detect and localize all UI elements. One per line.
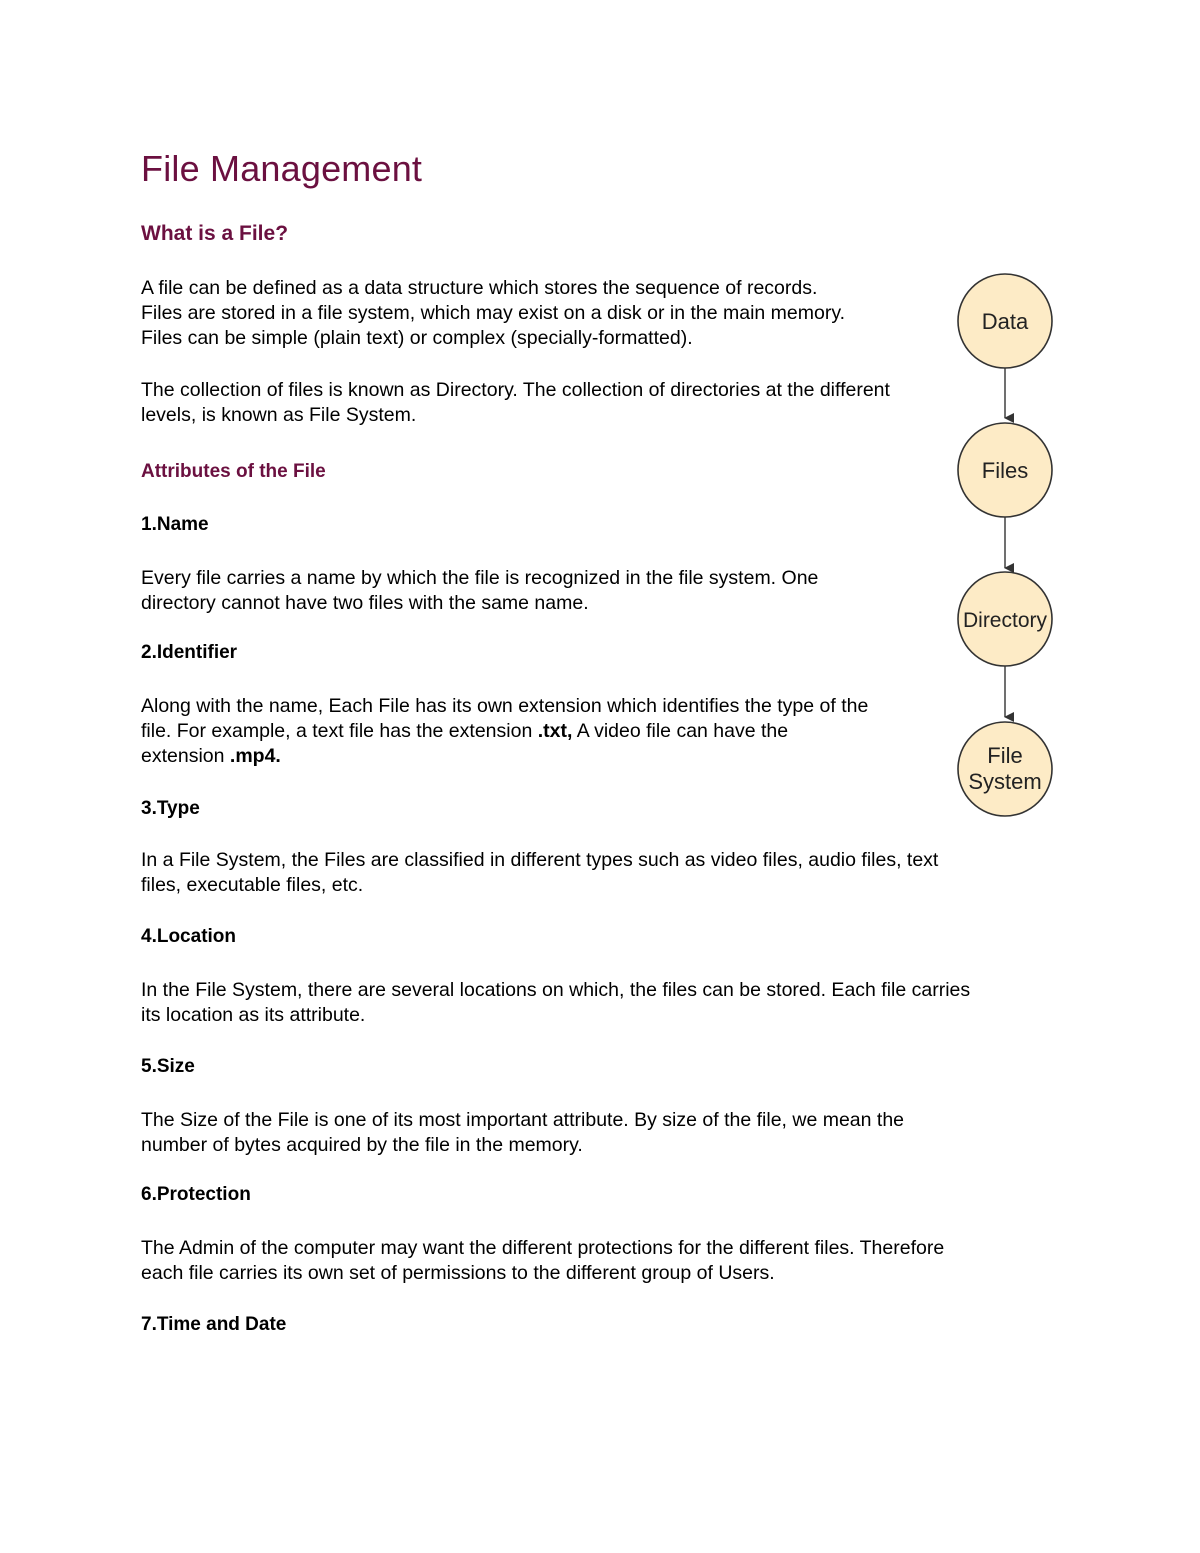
diagram-node-data [958, 274, 1052, 368]
text-run: extension [141, 745, 230, 767]
paragraph-line [141, 744, 868, 769]
attribute-paragraph-location [141, 978, 970, 1028]
attribute-heading-protection: 6.Protection [141, 1184, 251, 1205]
paragraph-line: its location as its attribute. [141, 1004, 366, 1026]
collection-line: The collection of files is known as Directory. The collection of directories at the different [141, 379, 890, 401]
intro-paragraph [141, 276, 845, 351]
paragraph-line: directory cannot have two files with the same name. [141, 592, 589, 614]
attribute-heading-type: 3.Type [141, 798, 200, 819]
attribute-paragraph-name [141, 566, 818, 616]
diagram-node-file-system [958, 722, 1052, 816]
attribute-heading-identifier: 2.Identifier [141, 642, 238, 663]
intro-line: Files can be simple (plain text) or complex (specially-formatted). [141, 327, 693, 349]
text-run: A video file can have the [572, 720, 789, 742]
page-title: File Management [141, 148, 423, 189]
collection-line: levels, is known as File System. [141, 404, 417, 426]
node-label: File [987, 743, 1023, 768]
paragraph-line: files, executable files, etc. [141, 874, 364, 896]
section-heading-what-is-a-file: What is a File? [141, 222, 289, 245]
paragraph-line: In the File System, there are several locations on which, the files can be stored. Each file carries [141, 979, 971, 1001]
paragraph-line: number of bytes acquired by the file in the memory. [141, 1134, 583, 1156]
attributes-heading: Attributes of the File [141, 461, 326, 482]
paragraph-line [141, 719, 868, 744]
diagram-node-directory [958, 572, 1052, 666]
paragraph-line: The Admin of the computer may want the different protections for the different files. Therefore [141, 1237, 945, 1259]
paragraph-line: Every file carries a name by which the file is recognized in the file system. One [141, 567, 819, 589]
node-label: Data [981, 309, 1029, 334]
attribute-paragraph-size [141, 1108, 904, 1158]
collection-paragraph [141, 378, 890, 428]
attribute-paragraph-protection [141, 1236, 944, 1286]
paragraph-line: The Size of the File is one of its most important attribute. By size of the file, we mean the [141, 1109, 905, 1131]
paragraph-line: Along with the name, Each File has its own extension which identifies the type of the [141, 695, 869, 717]
node-label: System [968, 769, 1042, 794]
attribute-heading-size: 5.Size [141, 1056, 195, 1077]
intro-line: A file can be defined as a data structure which stores the sequence of records. [141, 277, 818, 299]
file-hierarchy-diagram [950, 268, 1060, 820]
node-label: Files [981, 458, 1029, 483]
paragraph-line: each file carries its own set of permissions to the different group of Users. [141, 1262, 775, 1284]
attribute-heading-location: 4.Location [141, 926, 237, 947]
txt-extension: .txt, [537, 720, 573, 742]
text-run: file. For example, a text file has the extension [141, 720, 538, 742]
attribute-heading-time-and-date: 7.Time and Date [141, 1314, 287, 1335]
attribute-paragraph-type [141, 848, 938, 898]
node-label: Directory [962, 609, 1048, 632]
attribute-paragraph-identifier [141, 694, 868, 769]
mp4-extension: .mp4. [229, 745, 281, 767]
diagram-node-files [958, 423, 1052, 517]
paragraph-line: In a File System, the Files are classified in different types such as video files, audio files, text [141, 849, 939, 871]
attribute-heading-name: 1.Name [141, 514, 209, 535]
intro-line: Files are stored in a file system, which may exist on a disk or in the main memory. [141, 302, 846, 324]
